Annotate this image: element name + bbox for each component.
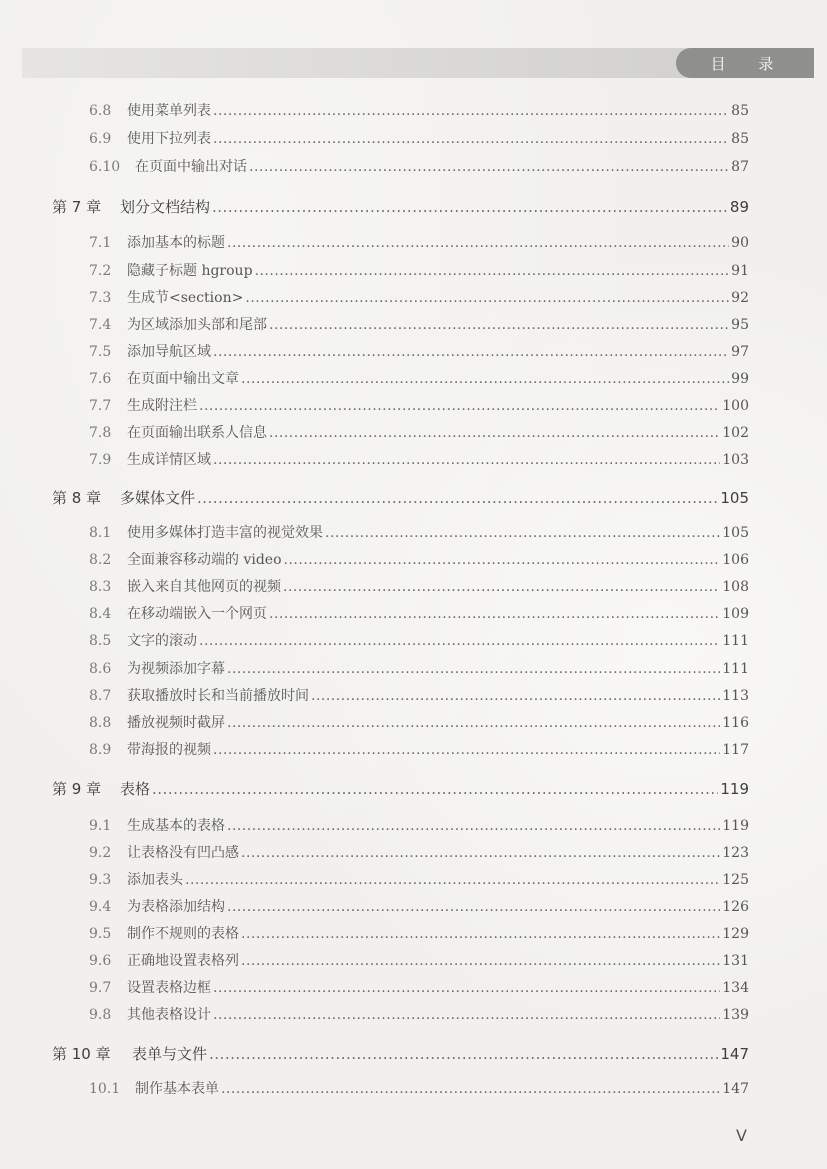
toc-section-entry	[89, 1004, 749, 1024]
dot-leader	[269, 317, 729, 333]
page-ref: 109	[722, 606, 749, 622]
section-number: 8.4	[89, 606, 112, 622]
page-ref: 119	[720, 780, 749, 798]
dot-leader	[255, 263, 730, 279]
page-ref: 119	[722, 818, 749, 834]
page-ref: 131	[722, 953, 749, 969]
chapter-number: 第 9 章	[52, 780, 102, 798]
toc-header-tab	[676, 48, 814, 78]
section-title: 使用下拉列表	[127, 131, 211, 147]
section-number: 7.3	[89, 290, 112, 306]
toc-section-entry	[89, 368, 749, 388]
section-number: 7.4	[89, 317, 112, 333]
page-ref: 116	[722, 715, 749, 731]
section-number: 8.5	[89, 633, 112, 649]
section-title: 带海报的视频	[127, 742, 211, 758]
dot-leader	[241, 845, 720, 861]
dot-leader	[284, 552, 721, 568]
dot-leader	[212, 198, 728, 216]
section-number: 7.1	[89, 235, 112, 251]
toc-section-entry	[89, 842, 749, 862]
toc-section-entry	[89, 1078, 749, 1098]
toc-section-entry	[89, 549, 749, 569]
dot-leader	[241, 371, 729, 387]
page-ref: 102	[722, 425, 749, 441]
section-title: 隐藏子标题 hgroup	[127, 263, 253, 279]
dot-leader	[221, 1081, 720, 1097]
section-number: 9.4	[89, 899, 112, 915]
section-title: 其他表格设计	[127, 1007, 211, 1023]
section-number: 7.5	[89, 344, 112, 360]
section-title: 制作不规则的表格	[127, 926, 239, 942]
page-ref: 139	[722, 1007, 749, 1023]
dot-leader	[227, 661, 720, 677]
section-number: 9.7	[89, 980, 112, 996]
page-ref: 85	[731, 103, 749, 119]
toc-section-entry	[89, 128, 749, 148]
section-number: 9.6	[89, 953, 112, 969]
section-number: 10.1	[89, 1081, 121, 1097]
page-ref: 108	[722, 579, 749, 595]
toc-section-entry	[89, 232, 749, 252]
chapter-title: 划分文档结构	[120, 198, 211, 216]
section-title: 添加基本的标题	[127, 235, 225, 251]
section-title: 生成附注栏	[127, 398, 197, 414]
toc-chapter-entry	[52, 778, 749, 800]
page-ref: 92	[731, 290, 749, 306]
dot-leader	[227, 899, 720, 915]
section-number: 7.6	[89, 371, 112, 387]
chapter-number: 第 10 章	[52, 1045, 111, 1063]
section-title: 播放视频时截屏	[127, 715, 225, 731]
section-title: 为视频添加字幕	[127, 661, 225, 677]
section-title: 制作基本表单	[135, 1081, 219, 1097]
section-title: 为表格添加结构	[127, 899, 225, 915]
section-title: 获取播放时长和当前播放时间	[127, 688, 309, 704]
dot-leader	[213, 980, 720, 996]
dot-leader	[311, 688, 720, 704]
section-number: 8.3	[89, 579, 112, 595]
section-title: 文字的滚动	[127, 633, 197, 649]
dot-leader	[241, 953, 720, 969]
section-title: 添加导航区域	[127, 344, 211, 360]
toc-section-entry	[89, 630, 749, 650]
toc-section-entry	[89, 341, 749, 361]
page-ref: 123	[722, 845, 749, 861]
page-number: V	[736, 1126, 747, 1145]
section-title: 为区域添加头部和尾部	[127, 317, 267, 333]
section-number: 8.8	[89, 715, 112, 731]
dot-leader	[199, 398, 720, 414]
dot-leader	[213, 452, 720, 468]
dot-leader	[245, 290, 729, 306]
dot-leader	[283, 579, 720, 595]
section-number: 8.1	[89, 525, 112, 541]
chapter-number: 第 8 章	[52, 489, 102, 507]
page-ref: 129	[722, 926, 749, 942]
section-title: 添加表头	[127, 872, 183, 888]
toc-section-entry	[89, 950, 749, 970]
toc-section-entry	[89, 869, 749, 889]
chapter-title: 表单与文件	[132, 1045, 208, 1063]
section-number: 9.1	[89, 818, 112, 834]
section-number: 7.7	[89, 398, 112, 414]
section-number: 7.8	[89, 425, 112, 441]
toc-section-entry	[89, 658, 749, 678]
toc-section-entry	[89, 100, 749, 120]
page-ref: 113	[722, 688, 749, 704]
dot-leader	[213, 344, 729, 360]
toc-section-entry	[89, 260, 749, 280]
section-number: 9.2	[89, 845, 112, 861]
section-title: 使用多媒体打造丰富的视觉效果	[127, 525, 323, 541]
section-title: 全面兼容移动端的 video	[127, 552, 282, 568]
toc-section-entry	[89, 522, 749, 542]
dot-leader	[241, 926, 720, 942]
toc-header-label: 目 录	[710, 54, 788, 73]
dot-leader	[227, 715, 720, 731]
section-number: 6.9	[89, 131, 112, 147]
section-title: 让表格没有凹凸感	[127, 845, 239, 861]
toc-chapter-entry	[52, 1043, 749, 1065]
page-ref: 95	[731, 317, 749, 333]
chapter-title: 多媒体文件	[120, 489, 196, 507]
dot-leader	[269, 606, 720, 622]
dot-leader	[249, 159, 729, 175]
page-ref: 99	[731, 371, 749, 387]
page-ref: 97	[731, 344, 749, 360]
dot-leader	[325, 525, 720, 541]
section-number: 6.8	[89, 103, 112, 119]
toc-section-entry	[89, 422, 749, 442]
toc-section-entry	[89, 576, 749, 596]
page-ref: 85	[731, 131, 749, 147]
dot-leader	[213, 131, 729, 147]
chapter-number: 第 7 章	[52, 198, 102, 216]
section-number: 8.9	[89, 742, 112, 758]
section-title: 生成基本的表格	[127, 818, 225, 834]
section-title: 生成节<section>	[127, 290, 244, 306]
toc-section-entry	[89, 815, 749, 835]
section-number: 9.5	[89, 926, 112, 942]
chapter-title: 表格	[120, 780, 151, 798]
dot-leader	[213, 742, 720, 758]
section-title: 生成详情区域	[127, 452, 211, 468]
dot-leader	[185, 872, 720, 888]
dot-leader	[227, 235, 729, 251]
toc-section-entry	[89, 395, 749, 415]
section-number: 9.3	[89, 872, 112, 888]
page-ref: 105	[720, 489, 749, 507]
section-number: 7.2	[89, 263, 112, 279]
page-ref: 117	[722, 742, 749, 758]
toc-section-entry	[89, 156, 749, 176]
page-ref: 126	[722, 899, 749, 915]
page-ref: 111	[722, 633, 749, 649]
toc-chapter-entry	[52, 487, 749, 509]
dot-leader	[209, 1045, 718, 1063]
page-ref: 125	[722, 872, 749, 888]
page-ref: 91	[731, 263, 749, 279]
toc-section-entry	[89, 739, 749, 759]
section-title: 嵌入来自其他网页的视频	[127, 579, 281, 595]
toc-section-entry	[89, 603, 749, 623]
section-number: 9.8	[89, 1007, 112, 1023]
section-title: 在页面中输出文章	[127, 371, 239, 387]
page-ref: 87	[731, 159, 749, 175]
section-title: 使用菜单列表	[127, 103, 211, 119]
dot-leader	[213, 1007, 720, 1023]
page-ref: 106	[722, 552, 749, 568]
dot-leader	[227, 818, 720, 834]
section-title: 正确地设置表格列	[127, 953, 239, 969]
section-number: 7.9	[89, 452, 112, 468]
section-title: 在移动端嵌入一个网页	[127, 606, 267, 622]
toc-section-entry	[89, 685, 749, 705]
page-ref: 90	[731, 235, 749, 251]
page-ref: 103	[722, 452, 749, 468]
section-title: 设置表格边框	[127, 980, 211, 996]
section-number: 8.7	[89, 688, 112, 704]
toc-section-entry	[89, 923, 749, 943]
toc-section-entry	[89, 896, 749, 916]
dot-leader	[269, 425, 720, 441]
dot-leader	[197, 489, 718, 507]
page-ref: 89	[729, 198, 749, 216]
section-number: 8.2	[89, 552, 112, 568]
dot-leader	[199, 633, 720, 649]
page-ref: 111	[722, 661, 749, 677]
page-ref: 134	[722, 980, 749, 996]
page-ref: 100	[722, 398, 749, 414]
page-ref: 147	[720, 1045, 749, 1063]
toc-section-entry	[89, 712, 749, 732]
dot-leader	[152, 780, 718, 798]
page-ref: 105	[722, 525, 749, 541]
toc-chapter-entry	[52, 196, 749, 218]
page-ref: 147	[722, 1081, 749, 1097]
dot-leader	[213, 103, 729, 119]
section-title: 在页面中输出对话	[135, 159, 247, 175]
section-number: 6.10	[89, 159, 121, 175]
toc-section-entry	[89, 314, 749, 334]
toc-section-entry	[89, 287, 749, 307]
toc-section-entry	[89, 449, 749, 469]
section-title: 在页面输出联系人信息	[127, 425, 267, 441]
section-number: 8.6	[89, 661, 112, 677]
toc-section-entry	[89, 977, 749, 997]
